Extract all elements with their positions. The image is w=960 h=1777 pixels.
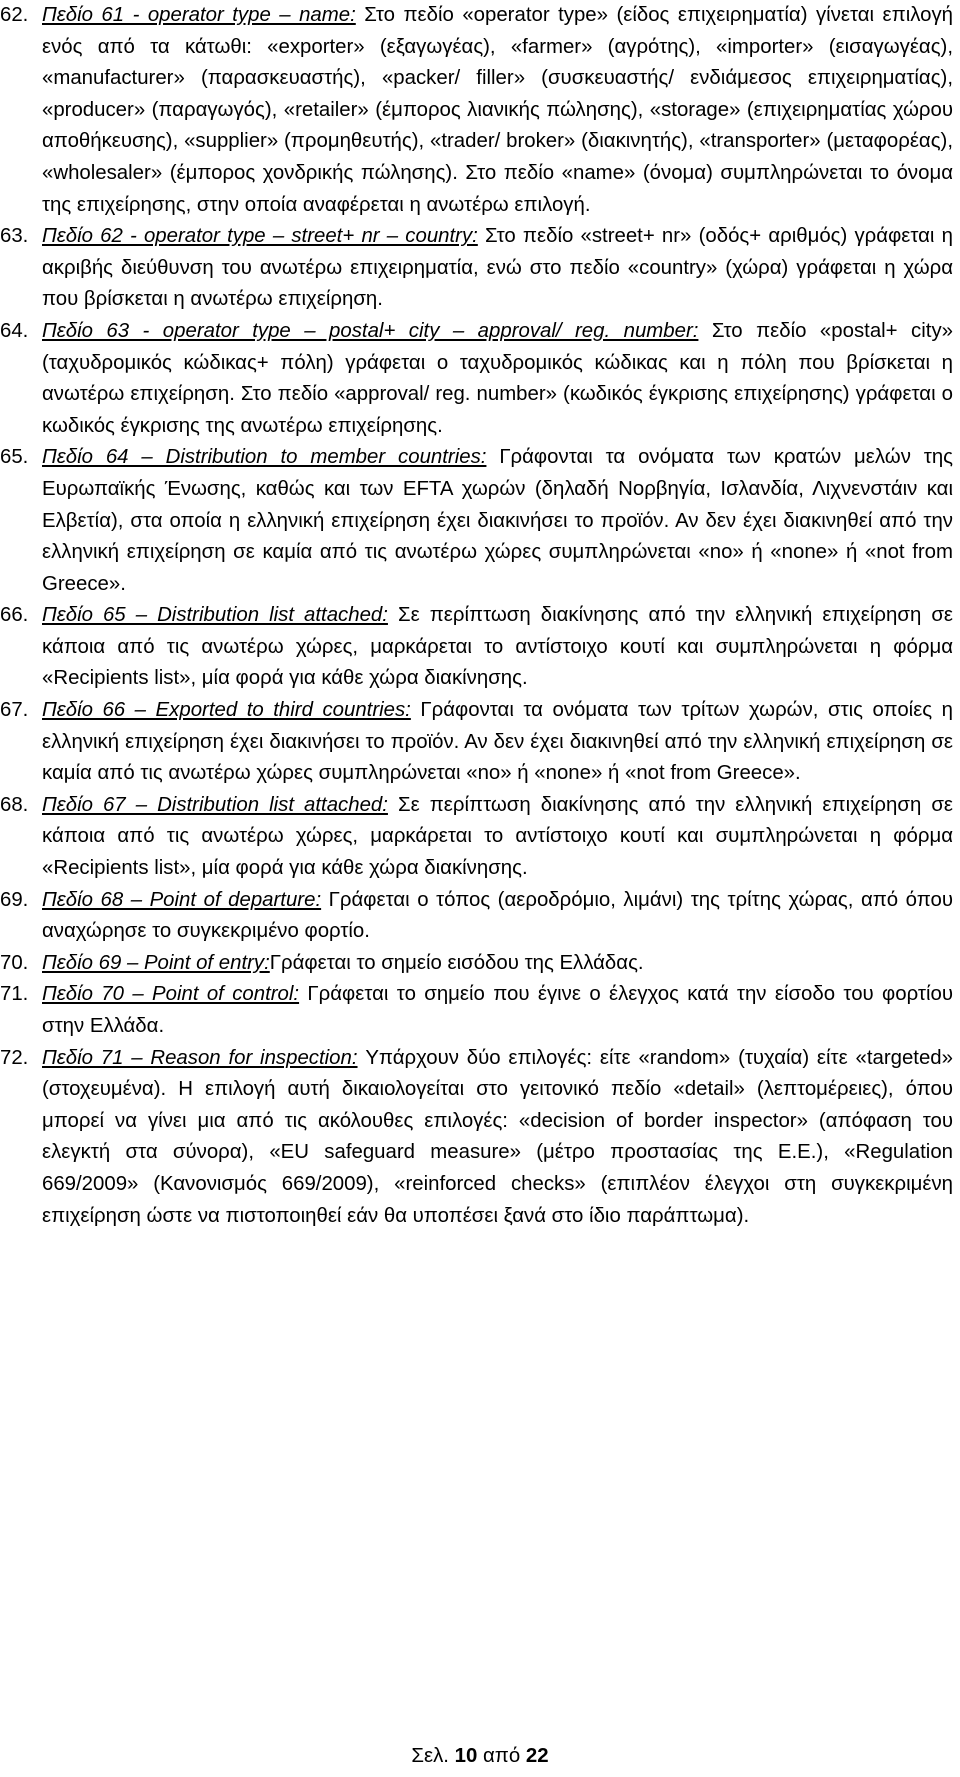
list-item xyxy=(0,0,953,221)
item-heading: Πεδίο 71 – Reason for inspection: xyxy=(42,1046,358,1069)
item-body: Σε περίπτωση διακίνησης από την ελληνική επιχείρηση σε κάποια από τις ανωτέρω χώρες, μαρκάρεται το αντίστοιχο κουτί και συμπληρώνεται η φόρμα «Recipients list», μία φορά για κάθε χώρα διακίνησης. xyxy=(42,604,954,690)
list-item xyxy=(0,1043,953,1233)
item-number: 66. xyxy=(0,604,29,627)
list-item xyxy=(0,316,953,442)
item-body: Στο πεδίο «street+ nr» (οδός+ αριθμός) γράφεται η ακριβής διεύθυνση του ανωτέρω επιχειρηματία, ενώ στο πεδίο «country» (χώρα) γράφεται η χώρα που βρίσκεται η ανωτέρω επιχείρηση. xyxy=(42,225,953,311)
item-body: Σε περίπτωση διακίνησης από την ελληνική επιχείρηση σε κάποια από τις ανωτέρω χώρες, μαρκάρεται το αντίστοιχο κουτί και συμπληρώνεται η φόρμα «Recipients list», μία φορά για κάθε χώρα διακίνησης. xyxy=(42,793,954,880)
item-number: 63. xyxy=(0,225,29,248)
item-heading: Πεδίο 69 – Point of entry: xyxy=(42,951,270,974)
item-body: Γράφεται το σημείο εισόδου της Ελλάδας. xyxy=(269,951,644,974)
item-number: 67. xyxy=(0,699,29,722)
list-item xyxy=(0,442,953,600)
item-heading: Πεδίο 70 – Point of control: xyxy=(42,983,300,1006)
current-page-number: 10 xyxy=(454,1745,478,1767)
item-body: Υπάρχουν δύο επιλογές: είτε «random» (τυχαία) είτε «targeted» (στοχευμένα). Η επιλογή αυτή δικαιολογείται στο γειτονικό πεδίο «detail» (λεπτομέρειες), όπου μπορεί να γίνει μια από τις ακόλουθες επιλογές: «decision of border inspector» (απόφαση του ελεγκτή στα σύνορα), «EU safeguard measure» (μέτρο προστασίας της Ε.Ε.), «Regulation 669/2009» (Κανονισμός 669/2009), «reinforced checks» (επιπλέον έλεγχοι στη συγκεκριμένη επιχείρηση ώστε να πιστοποιηθεί εάν θα υποπέσει ξανά στο ίδιο παράπτωμα). xyxy=(42,1046,953,1227)
list-item xyxy=(0,695,953,790)
item-heading: Πεδίο 63 - operator type – postal+ city – approval/ reg. number: xyxy=(42,319,699,342)
list-item xyxy=(0,948,953,980)
item-heading: Πεδίο 66 – Exported to third countries: xyxy=(42,699,411,722)
item-heading: Πεδίο 67 – Distribution list attached: xyxy=(42,793,388,816)
item-heading: Πεδίο 62 - operator type – street+ nr – country: xyxy=(42,225,478,248)
item-body: Γράφεται το σημείο που έγινε ο έλεγχος κατά την είσοδο του φορτίου στην Ελλάδα. xyxy=(42,983,953,1037)
list-item xyxy=(0,790,953,885)
item-number: 68. xyxy=(0,793,29,816)
item-number: 71. xyxy=(0,983,29,1006)
page-separator: από xyxy=(477,1745,526,1767)
item-number: 65. xyxy=(0,446,29,469)
page-label: Σελ. xyxy=(411,1745,455,1767)
total-pages: 22 xyxy=(525,1745,549,1767)
item-heading: Πεδίο 61 - operator type – name: xyxy=(42,4,356,26)
item-body: Γράφονται τα ονόματα των τρίτων χωρών, στις οποίες η ελληνική επιχείρηση έχει διακινήσει το προϊόν. Αν δεν έχει διακινηθεί από την ελληνική επιχείρηση σε καμία από τις ανωτέρω χώρες συμπληρώνεται «no» ή «none» ή «not from Greece». xyxy=(42,699,954,785)
list-item xyxy=(0,600,953,695)
item-number: 70. xyxy=(0,951,29,974)
item-body: Γράφεται ο τόπος (αεροδρόμιο, λιμάνι) της τρίτης χώρας, από όπου αναχώρησε το συγκεκριμένο φορτίο. xyxy=(42,888,954,943)
item-heading: Πεδίο 64 – Distribution to member countries: xyxy=(42,446,487,469)
page-footer xyxy=(0,1742,960,1770)
list-item xyxy=(0,979,953,1042)
item-number: 62. xyxy=(0,4,29,26)
item-number: 69. xyxy=(0,888,29,911)
list-item xyxy=(0,885,953,948)
item-body: Στο πεδίο «postal+ city» (ταχυδρομικός κώδικας+ πόλη) γράφεται ο ταχυδρομικός κώδικας και η πόλη που βρίσκεται η ανωτέρω επιχείρηση. Στο πεδίο «approval/ reg. number» (κωδικός έγκρισης επιχείρησης) γράφεται ο κωδικός έγκρισης της ανωτέρω επιχείρησης. xyxy=(42,319,953,437)
item-body: Στο πεδίο «operator type» (είδος επιχειρηματία) γίνεται επιλογή ενός από τα κάτωθι: «exporter» (εξαγωγέας), «farmer» (αγρότης), «importer» (εισαγωγέας), «manufacturer» (παρασκευαστής), «packer/ filler» (συσκευαστής/ ενδιάμεσος επιχειρηματίας), «producer» (παραγωγός), «retailer» (έμπορος λιανικής πώλησης), «storage» (επιχειρηματίας χώρου αποθήκευσης), «supplier» (προμηθευτής), «trader/ broker» (διακινητής), «transporter» (μεταφορέας), «wholesaler» (έμπορος χονδρικής πώλησης). Στο πεδίο «name» (όνομα) συμπληρώνεται το όνομα της επιχείρησης, στην οποία αναφέρεται η ανωτέρω επιλογή. xyxy=(42,4,954,216)
item-body: Γράφονται τα ονόματα των κρατών μελών της Ευρωπαϊκής Ένωσης, καθώς και των EFTA χωρών (δηλαδή Νορβηγία, Ισλανδία, Λιχνενστάιν και Ελβετία), στα οποία η ελληνική επιχείρηση έχει διακινήσει το προϊόν. Αν δεν έχει διακινηθεί από την ελληνική επιχείρηση σε καμία από τις ανωτέρω χώρες συμπληρώνεται «no» ή «none» ή «not from Greece». xyxy=(42,446,953,595)
item-heading: Πεδίο 65 – Distribution list attached: xyxy=(42,604,388,627)
item-number: 64. xyxy=(0,319,29,342)
list-item xyxy=(0,221,953,316)
item-heading: Πεδίο 68 – Point of departure: xyxy=(42,888,322,911)
item-number: 72. xyxy=(0,1046,29,1069)
